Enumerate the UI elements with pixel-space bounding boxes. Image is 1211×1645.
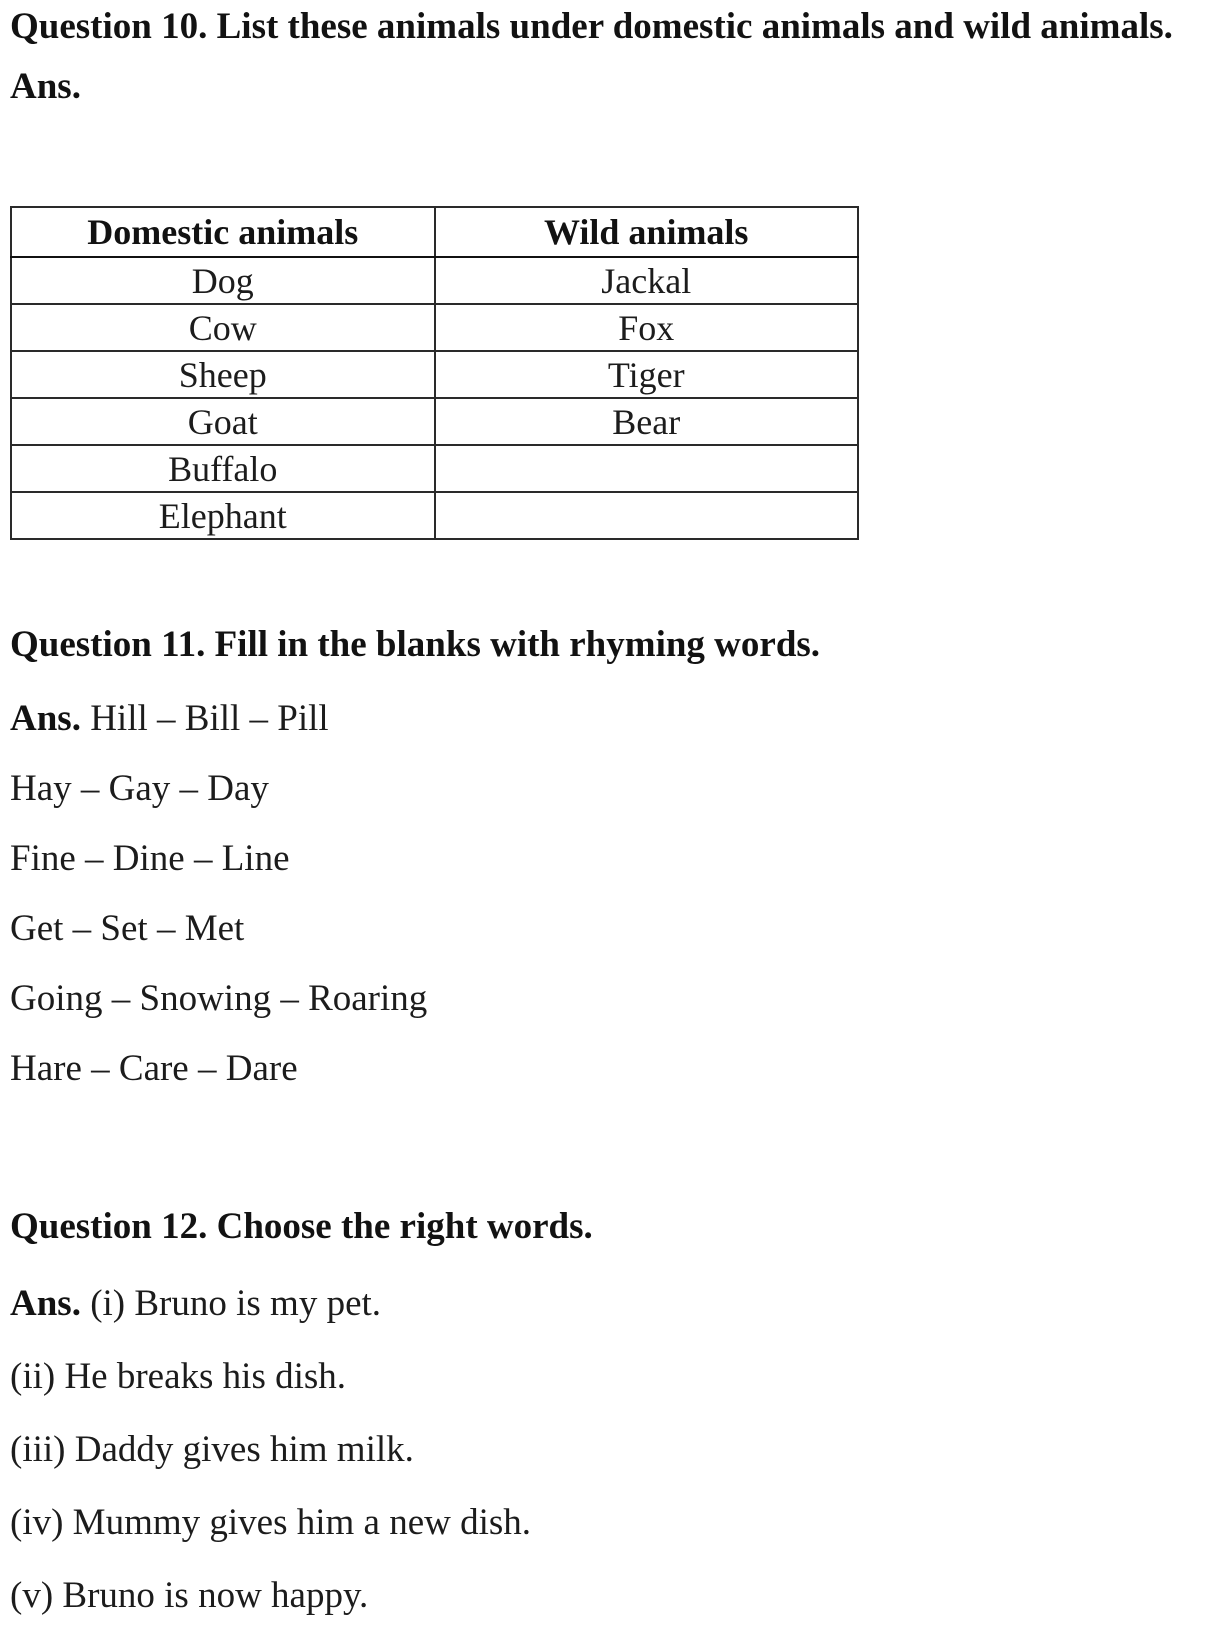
choice-line: (iii) Daddy gives him milk. (10, 1429, 414, 1470)
table-cell: Bear (435, 398, 859, 445)
table-cell: Buffalo (11, 445, 435, 492)
table-cell: Dog (11, 257, 435, 304)
question-10-heading: Question 10. List these animals under domestic animals and wild animals. (10, 6, 1173, 47)
table-cell: Tiger (435, 351, 859, 398)
table-row (11, 351, 858, 398)
rhyme-text (81, 698, 90, 739)
question-12-heading: Question 12. Choose the right words. (10, 1206, 593, 1247)
table-cell: Goat (11, 398, 435, 445)
question-11-heading: Question 11. Fill in the blanks with rhyming words. (10, 624, 821, 665)
table-cell: Jackal (435, 257, 859, 304)
rhyme-line: Going – Snowing – Roaring (10, 978, 428, 1019)
table-cell (435, 492, 859, 539)
answer-11-first-line (10, 697, 1199, 741)
table-row (11, 304, 858, 351)
table-row (11, 445, 858, 492)
choice-text (81, 1283, 90, 1324)
animals-table-head (11, 207, 858, 257)
table-header-wild: Wild animals (435, 207, 859, 257)
choice-line: (iv) Mummy gives him a new dish. (10, 1502, 532, 1543)
animals-table (10, 206, 859, 540)
rhyme-line: Hay – Gay – Day (10, 768, 269, 809)
answer-12-first-line (10, 1282, 1199, 1326)
choice-line: (v) Bruno is now happy. (10, 1575, 369, 1616)
table-row (11, 398, 858, 445)
table-cell: Sheep (11, 351, 435, 398)
table-cell (435, 445, 859, 492)
table-header-domestic: Domestic animals (11, 207, 435, 257)
table-cell: Cow (11, 304, 435, 351)
table-row (11, 492, 858, 539)
table-header-row (11, 207, 858, 257)
rhyme-line: Hare – Care – Dare (10, 1048, 298, 1089)
ans-label: Ans. (10, 1283, 81, 1324)
answer-10-label-line (10, 65, 1199, 109)
choice-line-text: (i) Bruno is my pet. (90, 1283, 382, 1324)
table-row (11, 257, 858, 304)
ans-label: Ans. (10, 66, 81, 107)
rhyme-line-text: Hill – Bill – Pill (90, 698, 329, 739)
rhyme-line: Get – Set – Met (10, 908, 245, 949)
choice-line: (ii) He breaks his dish. (10, 1356, 347, 1397)
rhyme-line: Fine – Dine – Line (10, 838, 290, 879)
animals-table-body (11, 257, 858, 539)
table-cell: Fox (435, 304, 859, 351)
ans-label: Ans. (10, 698, 81, 739)
table-cell: Elephant (11, 492, 435, 539)
